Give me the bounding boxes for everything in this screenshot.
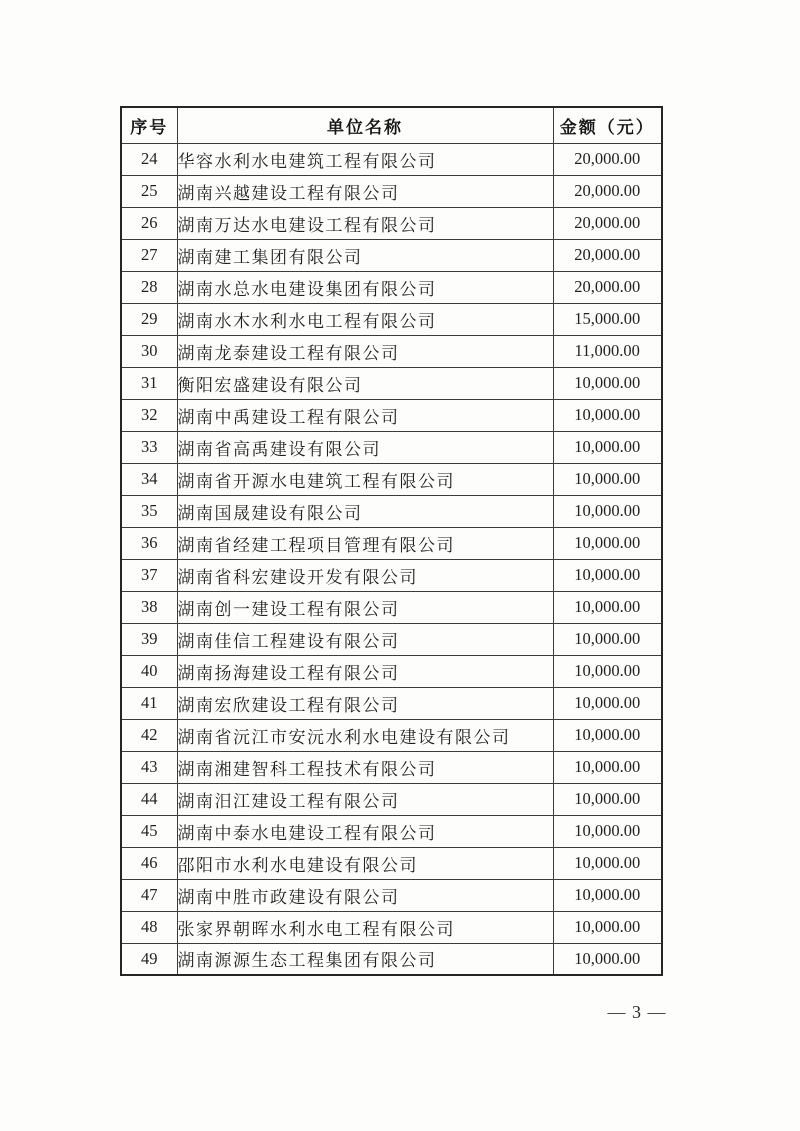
unit-name-cell: 湖南中禹建设工程有限公司 <box>177 399 553 431</box>
unit-name-cell: 湖南兴越建设工程有限公司 <box>177 175 553 207</box>
table-row <box>121 495 662 527</box>
unit-name-cell: 湖南创一建设工程有限公司 <box>177 591 553 623</box>
unit-name-cell: 湖南龙泰建设工程有限公司 <box>177 335 553 367</box>
amount-cell: 10,000.00 <box>553 527 662 559</box>
amount-cell: 10,000.00 <box>553 367 662 399</box>
unit-name-cell: 华容水利水电建筑工程有限公司 <box>177 143 553 175</box>
amount-cell: 10,000.00 <box>553 399 662 431</box>
amount-cell: 10,000.00 <box>553 943 662 975</box>
table-row <box>121 367 662 399</box>
unit-name-cell: 湖南国晟建设有限公司 <box>177 495 553 527</box>
table-row <box>121 335 662 367</box>
table-row <box>121 623 662 655</box>
amount-cell: 10,000.00 <box>553 431 662 463</box>
unit-amount-table <box>120 106 663 976</box>
unit-name-cell: 湖南佳信工程建设有限公司 <box>177 623 553 655</box>
amount-cell: 10,000.00 <box>553 719 662 751</box>
unit-name-cell: 衡阳宏盛建设有限公司 <box>177 367 553 399</box>
amount-cell: 10,000.00 <box>553 495 662 527</box>
table-row <box>121 783 662 815</box>
amount-cell: 20,000.00 <box>553 143 662 175</box>
serial-number-cell: 43 <box>121 751 177 783</box>
amount-cell: 11,000.00 <box>553 335 662 367</box>
amount-cell: 10,000.00 <box>553 623 662 655</box>
amount-cell: 10,000.00 <box>553 815 662 847</box>
amount-cell: 10,000.00 <box>553 847 662 879</box>
serial-number-cell: 27 <box>121 239 177 271</box>
table-row <box>121 719 662 751</box>
serial-number-cell: 44 <box>121 783 177 815</box>
serial-number-cell: 35 <box>121 495 177 527</box>
table-row <box>121 271 662 303</box>
serial-number-cell: 48 <box>121 911 177 943</box>
unit-name-cell: 湖南省经建工程项目管理有限公司 <box>177 527 553 559</box>
unit-name-cell: 湖南省开源水电建筑工程有限公司 <box>177 463 553 495</box>
amount-cell: 10,000.00 <box>553 751 662 783</box>
serial-number-cell: 29 <box>121 303 177 335</box>
unit-name-cell: 湖南建工集团有限公司 <box>177 239 553 271</box>
amount-cell: 20,000.00 <box>553 207 662 239</box>
header-unit-name: 单位名称 <box>177 107 553 143</box>
amount-cell: 20,000.00 <box>553 175 662 207</box>
unit-name-cell: 湖南省高禹建设有限公司 <box>177 431 553 463</box>
header-amount-yuan: 金额（元） <box>553 107 662 143</box>
serial-number-cell: 36 <box>121 527 177 559</box>
unit-name-cell: 湖南湘建智科工程技术有限公司 <box>177 751 553 783</box>
table-row <box>121 687 662 719</box>
table-body <box>121 143 662 975</box>
table-row <box>121 463 662 495</box>
unit-name-cell: 湖南水总水电建设集团有限公司 <box>177 271 553 303</box>
amount-cell: 10,000.00 <box>553 655 662 687</box>
serial-number-cell: 25 <box>121 175 177 207</box>
unit-name-cell: 湖南万达水电建设工程有限公司 <box>177 207 553 239</box>
unit-name-cell: 湖南源源生态工程集团有限公司 <box>177 943 553 975</box>
table-row <box>121 431 662 463</box>
unit-name-cell: 湖南扬海建设工程有限公司 <box>177 655 553 687</box>
amount-cell: 10,000.00 <box>553 559 662 591</box>
table-row <box>121 239 662 271</box>
header-serial-number: 序号 <box>121 107 177 143</box>
amount-cell: 20,000.00 <box>553 271 662 303</box>
serial-number-cell: 46 <box>121 847 177 879</box>
unit-name-cell: 湖南省科宏建设开发有限公司 <box>177 559 553 591</box>
unit-name-cell: 张家界朝晖水利水电工程有限公司 <box>177 911 553 943</box>
table-row <box>121 943 662 975</box>
serial-number-cell: 40 <box>121 655 177 687</box>
table-row <box>121 655 662 687</box>
table-row <box>121 847 662 879</box>
unit-name-cell: 湖南水木水利水电工程有限公司 <box>177 303 553 335</box>
serial-number-cell: 30 <box>121 335 177 367</box>
unit-name-cell: 湖南中泰水电建设工程有限公司 <box>177 815 553 847</box>
serial-number-cell: 28 <box>121 271 177 303</box>
unit-name-cell: 湖南省沅江市安沅水利水电建设有限公司 <box>177 719 553 751</box>
unit-name-cell: 湖南中胜市政建设有限公司 <box>177 879 553 911</box>
amount-cell: 10,000.00 <box>553 463 662 495</box>
amount-cell: 10,000.00 <box>553 687 662 719</box>
serial-number-cell: 32 <box>121 399 177 431</box>
amount-cell: 10,000.00 <box>553 879 662 911</box>
serial-number-cell: 42 <box>121 719 177 751</box>
unit-name-cell: 邵阳市水利水电建设有限公司 <box>177 847 553 879</box>
table-row <box>121 303 662 335</box>
unit-name-cell: 湖南汨江建设工程有限公司 <box>177 783 553 815</box>
serial-number-cell: 26 <box>121 207 177 239</box>
serial-number-cell: 31 <box>121 367 177 399</box>
table-row <box>121 175 662 207</box>
table-row <box>121 911 662 943</box>
table-header-row <box>121 107 662 143</box>
amount-cell: 10,000.00 <box>553 783 662 815</box>
serial-number-cell: 49 <box>121 943 177 975</box>
page-number: — 3 — <box>607 1002 667 1022</box>
table-row <box>121 399 662 431</box>
serial-number-cell: 41 <box>121 687 177 719</box>
serial-number-cell: 39 <box>121 623 177 655</box>
serial-number-cell: 33 <box>121 431 177 463</box>
table-row <box>121 527 662 559</box>
serial-number-cell: 47 <box>121 879 177 911</box>
serial-number-cell: 37 <box>121 559 177 591</box>
table-row <box>121 591 662 623</box>
table-row <box>121 879 662 911</box>
table-row <box>121 207 662 239</box>
serial-number-cell: 45 <box>121 815 177 847</box>
unit-name-cell: 湖南宏欣建设工程有限公司 <box>177 687 553 719</box>
amount-cell: 20,000.00 <box>553 239 662 271</box>
table-row <box>121 751 662 783</box>
amount-cell: 10,000.00 <box>553 911 662 943</box>
serial-number-cell: 34 <box>121 463 177 495</box>
table-row <box>121 143 662 175</box>
serial-number-cell: 38 <box>121 591 177 623</box>
table-row <box>121 559 662 591</box>
serial-number-cell: 24 <box>121 143 177 175</box>
table-row <box>121 815 662 847</box>
amount-cell: 15,000.00 <box>553 303 662 335</box>
amount-cell: 10,000.00 <box>553 591 662 623</box>
